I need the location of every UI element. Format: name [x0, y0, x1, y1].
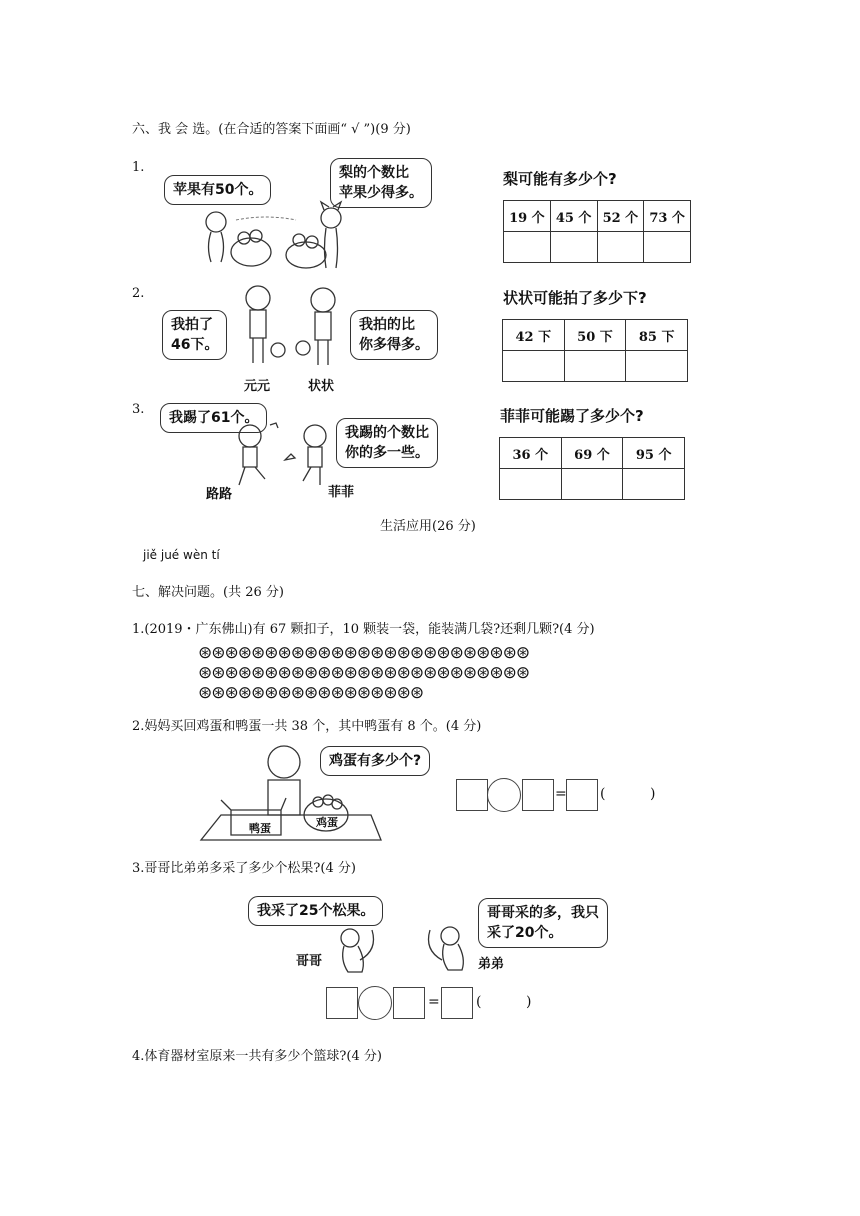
- item2-bubble-right-line1: 我拍的比: [359, 317, 415, 333]
- equals-sign: =: [555, 786, 567, 802]
- item2-illustration: [228, 280, 348, 370]
- monkey-icon: [206, 212, 226, 262]
- item1-option-3: 52 个: [597, 201, 644, 232]
- item2-bubble-right-line2: 你多得多。: [359, 337, 429, 353]
- item2-bubble-left: [162, 310, 227, 360]
- unit-parentheses[interactable]: ( ): [476, 994, 532, 1010]
- equation-box[interactable]: [522, 779, 554, 811]
- item1-illustration: [196, 200, 356, 275]
- section6-heading: 六、我 会 选。(在合适的答案下面画“ √ ”)(9 分): [132, 122, 411, 137]
- unit-parentheses[interactable]: ( ): [600, 786, 656, 802]
- item2-answer-cell[interactable]: [503, 351, 565, 382]
- equation-box[interactable]: [393, 987, 425, 1019]
- item2-name-left: 元元: [244, 379, 271, 394]
- squirrel-icon: [429, 927, 464, 970]
- buttons-row: ⊛⊛⊛⊛⊛⊛⊛⊛⊛⊛⊛⊛⊛⊛⊛⊛⊛⊛⊛⊛⊛⊛⊛⊛⊛: [198, 643, 530, 663]
- apple-basket-icon: [231, 230, 271, 266]
- item3-number: 3.: [132, 402, 145, 417]
- buttons-row: ⊛⊛⊛⊛⊛⊛⊛⊛⊛⊛⊛⊛⊛⊛⊛⊛⊛: [198, 683, 424, 703]
- item3-illustration: [225, 420, 345, 490]
- equation-box[interactable]: [456, 779, 488, 811]
- item2-option-2: 50 下: [564, 320, 626, 351]
- shuttlecock-icon: [270, 423, 295, 460]
- equation-box[interactable]: [441, 987, 473, 1019]
- squirrel-icon: [341, 929, 374, 972]
- pinyin: jiě jué wèn tí: [143, 548, 220, 562]
- buttons-row: ⊛⊛⊛⊛⊛⊛⊛⊛⊛⊛⊛⊛⊛⊛⊛⊛⊛⊛⊛⊛⊛⊛⊛⊛⊛: [198, 663, 530, 683]
- problem2-text: 2.妈妈买回鸡蛋和鸭蛋一共 38 个，其中鸭蛋有 8 个。(4 分): [132, 719, 482, 734]
- item1-answer-cell[interactable]: [597, 232, 644, 263]
- mother-icon: [268, 746, 300, 815]
- item3-option-3: 95 个: [623, 438, 685, 469]
- chicken-egg-label: 鸡蛋: [316, 816, 338, 829]
- item1-answer-cell[interactable]: [644, 232, 691, 263]
- item1-bubble-left: 苹果有50个。: [164, 175, 271, 205]
- pear-basket-icon: [286, 234, 326, 268]
- item1-number: 1.: [132, 160, 145, 175]
- cat-icon: [321, 202, 341, 268]
- item3-answer-cell[interactable]: [561, 469, 623, 500]
- equation-box[interactable]: [326, 987, 358, 1019]
- equation-box[interactable]: [566, 779, 598, 811]
- problem3-name-right: 弟弟: [478, 957, 505, 972]
- item3-bubble-right-line1: 我踢的个数比: [345, 425, 429, 441]
- item2-bubble-left-line1: 我拍了: [171, 317, 213, 333]
- item2-name-right: 状状: [308, 379, 335, 394]
- item3-options-table: [499, 437, 685, 500]
- item3-name-left: 路路: [206, 487, 233, 502]
- table-icon: [201, 815, 381, 840]
- section-title: 生活应用(26 分): [380, 519, 476, 534]
- item1-answer-cell[interactable]: [504, 232, 551, 263]
- problem1-text: 1.(2019・广东佛山)有 67 颗扣子，10 颗装一袋，能装满几袋?还剩几颗?(4 分): [132, 622, 595, 637]
- item3-answer-cell[interactable]: [623, 469, 685, 500]
- girl-kicking-icon: [303, 425, 326, 485]
- girl-kicking-icon: [239, 425, 265, 485]
- problem3-illustration: [330, 920, 480, 980]
- item2-question: 状状可能拍了多少下?: [503, 289, 647, 307]
- item1-option-1: 19 个: [504, 201, 551, 232]
- item1-bubble-right-line1: 梨的个数比: [339, 165, 409, 181]
- item3-bubble-right-line2: 你的多一些。: [345, 445, 429, 461]
- item2-option-3: 85 下: [626, 320, 688, 351]
- item2-number: 2.: [132, 286, 145, 301]
- problem4-text: 4.体育器材室原来一共有多少个篮球?(4 分): [132, 1049, 382, 1064]
- item3-option-1: 36 个: [500, 438, 562, 469]
- problem3-bubble-left: 我采了25个松果。: [248, 896, 383, 926]
- problem3-bubble-right: [478, 898, 608, 948]
- problem3-name-left: 哥哥: [296, 954, 323, 969]
- problem2-bubble: 鸡蛋有多少个?: [320, 746, 430, 776]
- item1-bubble-right-line2: 苹果少得多。: [339, 185, 423, 201]
- item3-name-right: 菲菲: [328, 485, 355, 500]
- problem3-text: 3.哥哥比弟弟多采了多少个松果?(4 分): [132, 861, 356, 876]
- boy-icon: [311, 288, 335, 365]
- item2-bubble-right: [350, 310, 438, 360]
- girl-icon: [246, 286, 270, 363]
- item2-bubble-left-line2: 46下。: [171, 337, 219, 353]
- section7-heading: 七、解决问题。(共 26 分): [132, 585, 284, 600]
- item2-options-table: [502, 319, 688, 382]
- operator-circle[interactable]: [358, 986, 392, 1020]
- operator-circle[interactable]: [487, 778, 521, 812]
- item2-answer-cell[interactable]: [564, 351, 626, 382]
- item1-answer-cell[interactable]: [550, 232, 597, 263]
- item3-option-2: 69 个: [561, 438, 623, 469]
- item1-option-4: 73 个: [644, 201, 691, 232]
- item1-option-2: 45 个: [550, 201, 597, 232]
- item2-option-1: 42 下: [503, 320, 565, 351]
- equals-sign: =: [428, 994, 440, 1010]
- duck-egg-label: 鸭蛋: [249, 822, 271, 835]
- item3-bubble-left: 我踢了61个。: [160, 403, 267, 433]
- item3-bubble-right: [336, 418, 438, 468]
- item3-answer-cell[interactable]: [500, 469, 562, 500]
- item1-options-table: [503, 200, 691, 263]
- item1-question: 梨可能有多少个?: [503, 170, 617, 188]
- problem3-bubble-right-line1: 哥哥采的多，我只: [487, 905, 599, 921]
- problem3-bubble-right-line2: 采了20个。: [487, 925, 563, 941]
- item3-question: 菲菲可能踢了多少个?: [500, 407, 644, 425]
- basketball-icon: [271, 341, 310, 357]
- item2-answer-cell[interactable]: [626, 351, 688, 382]
